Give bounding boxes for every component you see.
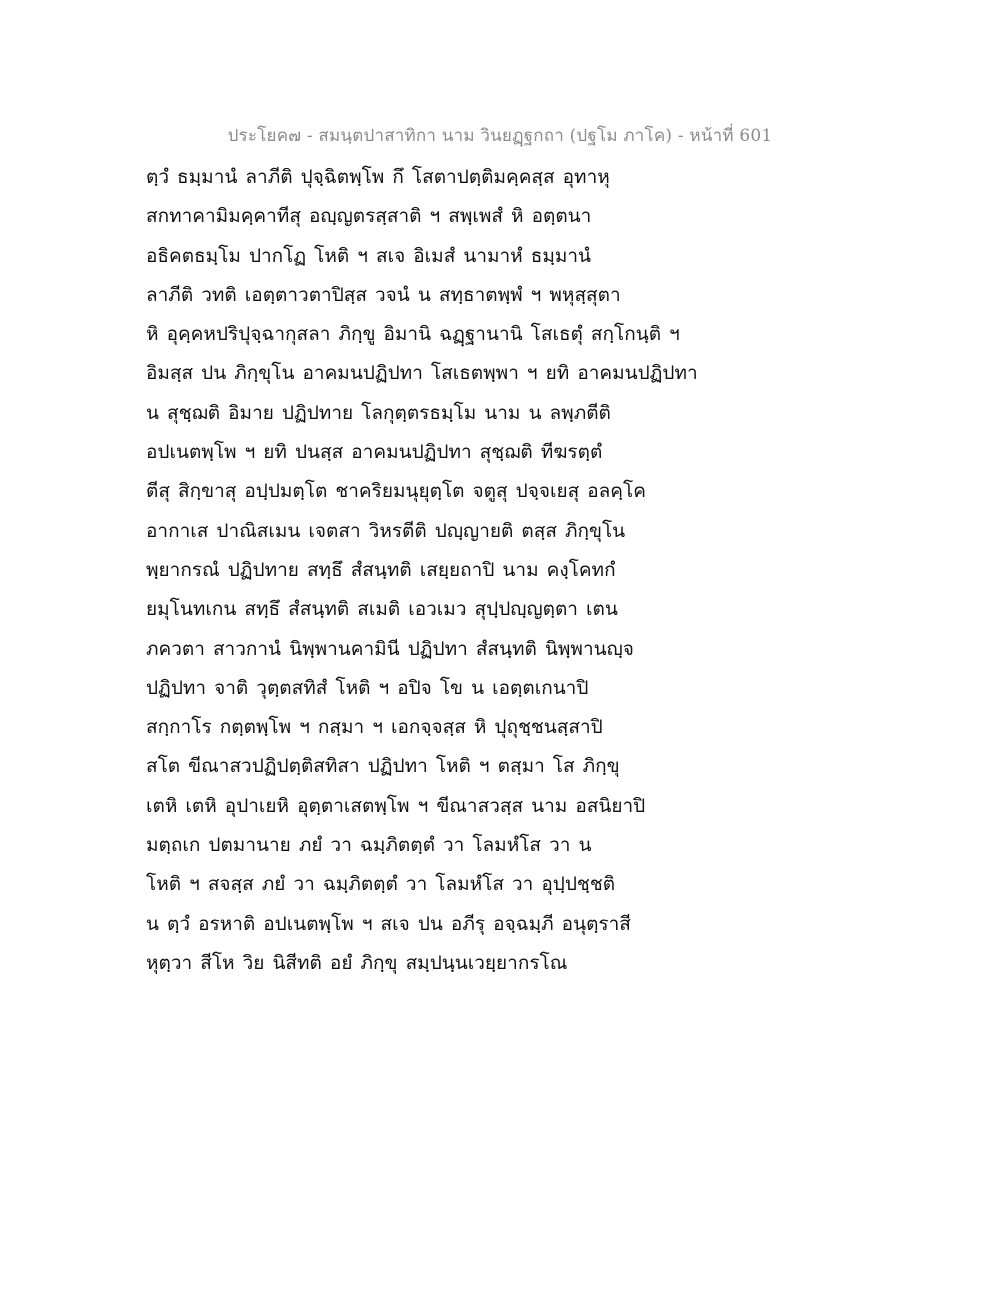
text-line-17: เตหิ เตหิ อุปาเยหิ อุตฺตาเสตพฺโพ ฯ ขีณาสวสฺส นาม อสนิยาปิ [146, 794, 646, 817]
text-line-8: อปเนตพฺโพ ฯ ยทิ ปนสฺส อาคมนปฏิปทา สุชฺฌติ ทีฆรตฺตํ [146, 441, 603, 464]
body-text [146, 158, 906, 983]
text-line-3: อธิคตธมฺโม ปากโฏ โหติ ฯ สเจ อิเมสํ นามาหํ ธมฺมานํ [146, 244, 592, 267]
text-line-7: น สุชฺฌติ อิมาย ปฏิปทาย โลกุตฺตรธมฺโม นาม น ลพฺภตีติ [146, 401, 611, 424]
text-line-1: ตฺวํ ธมฺมานํ ลาภีติ ปุจฺฉิตพฺโพ กึ โสตาปตฺติมคฺคสฺส อุทาหุ [146, 166, 610, 188]
text-line-10: อากาเส ปาณิสเมน เจตสา วิหรตีติ ปญฺญายติ ตสฺส ภิกฺขุโน [146, 519, 626, 542]
text-line-20: น ตฺวํ อรหาติ อปเนตพฺโพ ฯ สเจ ปน อภีรุ อจฺฉมฺภี อนุตฺราสี [146, 912, 631, 935]
text-line-2: สกทาคามิมคฺคาทีสุ อญฺญตรสฺสาติ ฯ สพฺเพสํ หิ อตฺตนา [146, 205, 592, 228]
text-line-13: ภควตา สาวกานํ นิพฺพานคามินี ปฏิปทา สํสนฺทติ นิพฺพานญฺจ [146, 637, 634, 660]
text-line-4: ลาภีติ วทติ เอตฺตาวตาปิสฺส วจนํ น สทฺธาตพฺพํ ฯ พหุสฺสุตา [146, 283, 621, 306]
text-line-5: หิ อุคฺคหปริปุจฺฉากุสลา ภิกฺขู อิมานิ ฉฏฺฐานานิ โสเธตุํ สกฺโกนฺติ ฯ [146, 323, 680, 346]
text-line-12: ยมุโนทเกน สทฺธึ สํสนฺทติ สเมติ เอวเมว สุปฺปญฺญตฺตา เตน [146, 598, 618, 621]
text-line-14: ปฏิปทา จาติ วุตฺตสทิสํ โหติ ฯ อปิจ โข น เอตฺตเกนาปิ [146, 676, 589, 699]
text-line-9: ตีสุ สิกฺขาสุ อปฺปมตฺโต ชาคริยมนุยุตฺโต จตูสุ ปจฺจเยสุ อลคฺโค [146, 480, 646, 503]
text-line-21: หุตฺวา สีโห วิย นิสีทติ อยํ ภิกฺขุ สมฺปนฺนเวยฺยากรโณ [146, 951, 568, 974]
text-line-19: โหติ ฯ สจสฺส ภยํ วา ฉมฺภิตตฺตํ วา โลมหํโส วา อุปฺปชฺชติ [146, 873, 616, 896]
text-line-16: สโต ขีณาสวปฏิปตฺติสทิสา ปฏิปทา โหติ ฯ ตสฺมา โส ภิกฺขุ [146, 755, 620, 778]
text-line-11: พฺยากรณํ ปฏิปทาย สทฺธึ สํสนฺทติ เสยฺยถาปิ นาม คงฺโคทกํ [146, 558, 616, 581]
text-line-18: มตฺถเก ปตมานาย ภยํ วา ฉมฺภิตตฺตํ วา โลมหํโส วา น [146, 834, 592, 857]
text-line-6: อิมสฺส ปน ภิกฺขุโน อาคมนปฏิปทา โสเธตพฺพา ฯ ยทิ อาคมนปฏิปทา [146, 362, 698, 385]
text-line-15: สกฺกาโร กตฺตพฺโพ ฯ กสฺมา ฯ เอกจฺจสฺส หิ ปุถุชฺชนสฺสาปิ [146, 716, 603, 739]
running-header: ประโยค๗ - สมนฺตปาสาทิกา นาม วินยฏฺฐกถา (ปฐโม ภาโค) - หน้าที่ 601 [227, 126, 773, 146]
